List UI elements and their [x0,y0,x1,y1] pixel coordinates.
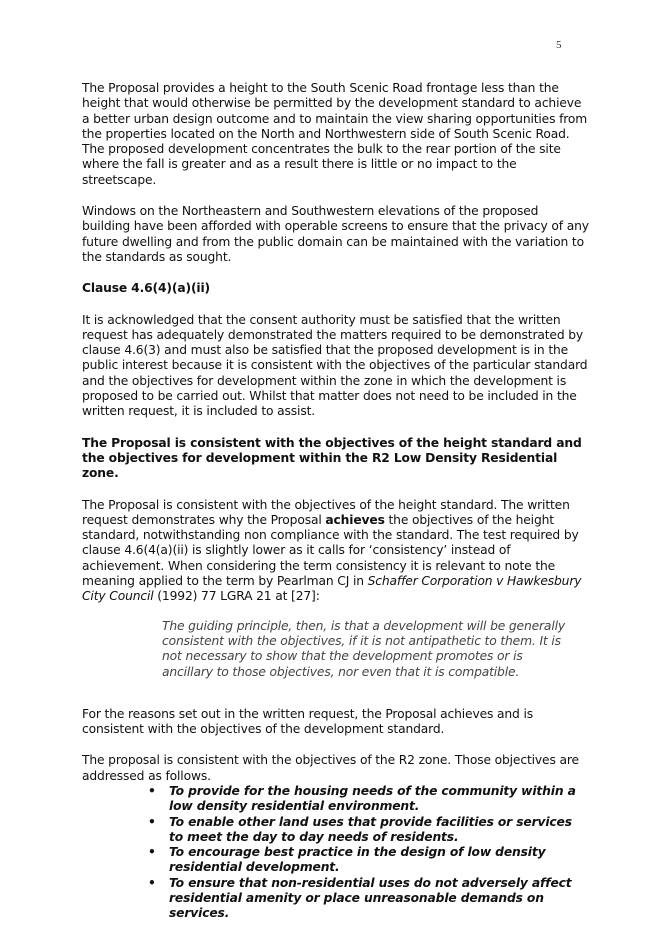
bullet-icon: • [148,845,156,860]
p4-text-c: (1992) 77 LGRA 21 at [27]: [153,589,320,604]
page-number: 5 [556,39,562,51]
objective-text: To encourage best practice in the design of low density residential development. [169,845,546,875]
paragraph-r2-zone: The proposal is consistent with the objectives of the R2 zone. Those objectives are addressed as follows. [82,753,579,783]
objective-text: To ensure that non-residential uses do not adversely affect residential amenity or place unreasonable demands on services. [169,875,572,921]
case-citation: Schaffer Corporation v Hawkesbury City Council [82,574,582,604]
clause-heading: Clause 4.6(4)(a)(ii) [82,281,211,296]
document-body [82,81,590,922]
paragraph-height-frontage: The Proposal provides a height to the South Scenic Road frontage less than the height that would otherwise be permitted by the development standard to achieve a better urban design outcome and to maintain the view sharing opportunities from the properties located on the North and Northwestern side of South Scenic Road. The proposed development concentrates the bulk to the rear portion of the site where the fall is greater and as a result there is little or no impact to the streetscape. [82,81,588,187]
objective-item [148,876,590,922]
bullet-icon: • [148,783,156,798]
block-quote: The guiding principle, then, is that a development will be generally consistent with the objectives, if it is not antipathetic to them. It is not necessary to show that the development promotes or is ancillary to those objectives, nor even that it is compatible. [162,618,565,679]
bullet-icon: • [148,814,156,829]
p4-text-a: The Proposal is consistent with the objectives of the height standard. The written request demonstrates why the Proposal [82,497,570,527]
objective-text: To provide for the housing needs of the community within a low density residential environment. [169,783,576,814]
bullet-icon: • [148,875,156,890]
paragraph-windows-privacy: Windows on the Northeastern and Southwestern elevations of the proposed building have been afforded with operable screens to ensure that the privacy of any future dwelling and from the public domain can be maintained with the variation to the standards as sought. [82,204,589,264]
paragraph-height-objectives [82,498,590,605]
objective-item [148,845,590,876]
objective-item [148,784,590,815]
paragraph-reasons: For the reasons set out in the written request, the Proposal achieves and is consistent with the objectives of the development standard. [82,706,533,737]
paragraph-consent-authority: It is acknowledged that the consent authority must be satisfied that the written request has adequately demonstrated the matters required to be demonstrated by clause 4.6(3) and must also be satisfied that the proposed development is in the public interest because it is consistent with the objectives of the particular standard and the objectives for development within the zone in which the development is proposed to be carried out. Whilst that matter does not need to be included in the written request, it is included to assist. [82,312,588,419]
p4-text-b: the objectives of the height standard, notwithstanding non compliance with the standard. The test required by clause 4.6(4(a)(ii) is slightly lower as it calls for ‘consistency’ instead of achievement. When considering the term consistency it is relevant to note the meaning applied to the term by Pearlman CJ in [82,512,579,589]
objective-item [148,815,590,846]
objectives-list [82,784,590,922]
objective-text: To enable other land uses that provide facilities or services to meet the day to day needs of residents. [169,814,572,844]
p4-achieves: achieves [325,512,385,527]
consistency-statement: The Proposal is consistent with the objectives of the height standard and the objectives for development within the R2 Low Density Residential zone. [82,435,582,481]
